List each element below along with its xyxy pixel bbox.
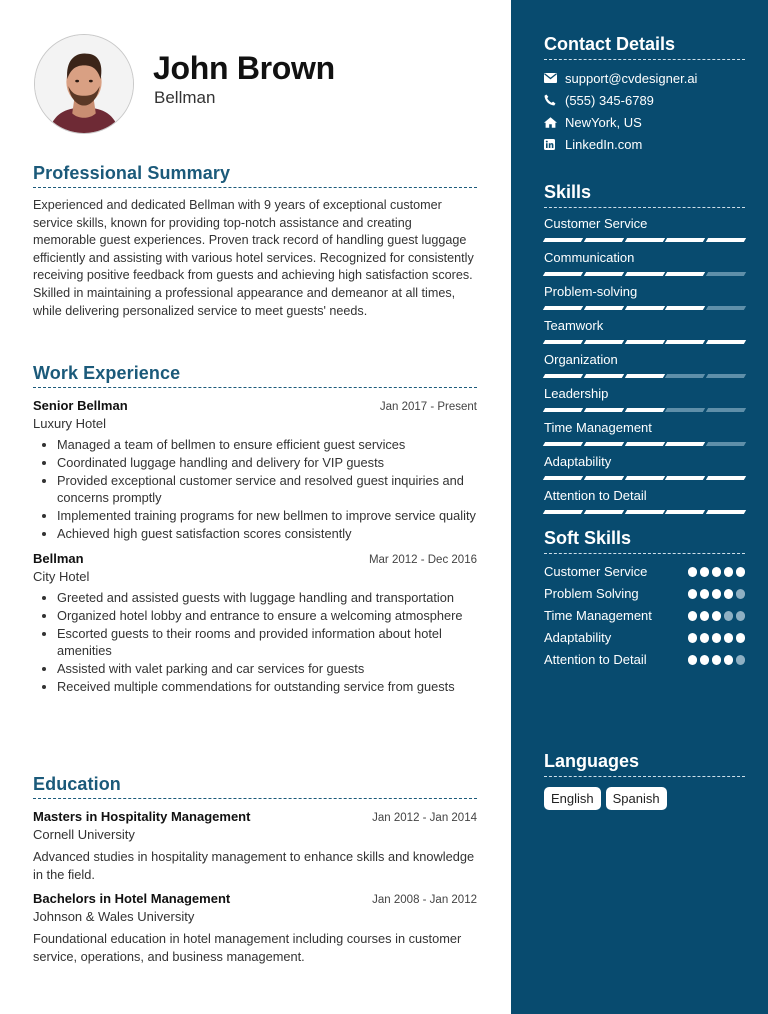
skill-level-segment (706, 442, 746, 446)
degree-title: Masters in Hospitality Management (33, 809, 251, 824)
contact-location-text: NewYork, US (565, 114, 642, 130)
summary-text: Experienced and dedicated Bellman with 9 years of exceptional customer service skills, known for providing top-notch assistance and creating memorable guest experiences. Proven track record of handling guest luggage efficiently and assisting with various hotel services. Recognized for consistently receiving positive feedback from guests and achieving high satisfaction scores. Skilled in maintaining a professional appearance and demeanor at all times, while delivering personalized service to meet guests' needs. (33, 198, 474, 318)
skill-level-bar (544, 408, 745, 412)
soft-skills-section (544, 528, 745, 669)
work-section (33, 363, 477, 696)
job-title: Bellman (33, 551, 84, 567)
school-name: Cornell University (33, 827, 135, 842)
skill-item (544, 318, 745, 344)
skill-item (544, 386, 745, 412)
skill-level-segment (543, 238, 583, 242)
soft-skill-item (544, 585, 745, 603)
profile-photo (34, 34, 134, 134)
skill-level-bar (544, 374, 745, 378)
job-bullet: • Implemented training programs for new bellmen to improve service quality (57, 507, 477, 525)
skill-level-segment (584, 408, 624, 412)
skill-name: Customer Service (544, 216, 648, 231)
skill-level-bar (544, 340, 745, 344)
skill-level-segment (665, 442, 705, 446)
skill-level-bar (544, 476, 745, 480)
skill-level-segment (584, 306, 624, 310)
contact-heading: Contact Details (544, 34, 745, 60)
contact-phone[interactable] (544, 89, 745, 111)
languages-heading: Languages (544, 751, 745, 777)
education-section (33, 774, 477, 965)
linkedin-icon (544, 139, 565, 150)
soft-skill-item (544, 607, 745, 625)
skill-level-bar (544, 306, 745, 310)
languages-section (544, 751, 745, 810)
skill-item (544, 352, 745, 378)
skill-level-segment (624, 272, 664, 276)
skill-level-segment (665, 476, 705, 480)
skill-name: Problem-solving (544, 284, 638, 299)
summary-section (33, 163, 477, 320)
rating-dot (724, 567, 734, 577)
language-list (544, 787, 745, 810)
rating-dot (688, 611, 698, 621)
rating-dot (736, 633, 746, 643)
soft-skill-item (544, 651, 745, 669)
contact-phone-text: (555) 345-6789 (565, 92, 654, 108)
skill-name: Leadership (544, 386, 609, 401)
rating-dot (688, 655, 698, 665)
rating-dot (700, 611, 710, 621)
language-tag: English (544, 787, 601, 810)
school-name: Johnson & Wales University (33, 909, 195, 924)
soft-skill-rating (688, 655, 746, 665)
job-bullet: • Coordinated luggage handling and delivery for VIP guests (57, 454, 477, 472)
skill-level-segment (543, 510, 583, 514)
soft-skill-name: Problem Solving (544, 586, 639, 601)
skill-level-segment (665, 374, 705, 378)
phone-icon (544, 94, 565, 106)
job-employer: City Hotel (33, 569, 90, 585)
skill-level-segment (706, 238, 746, 242)
skill-level-segment (624, 306, 664, 310)
rating-dot (700, 655, 710, 665)
education-entry (33, 809, 477, 883)
skill-level-segment (543, 476, 583, 480)
rating-dot (736, 589, 746, 599)
skill-level-segment (665, 340, 705, 344)
contact-email-text: support@cvdesigner.ai (565, 70, 698, 86)
skill-level-segment (584, 374, 624, 378)
skill-name: Attention to Detail (544, 488, 647, 503)
skill-level-segment (706, 306, 746, 310)
envelope-icon (544, 73, 565, 83)
resume-sidebar (511, 0, 768, 1014)
skill-item (544, 250, 745, 276)
education-entry (33, 891, 477, 965)
skill-name: Communication (544, 250, 635, 265)
contact-linkedin-text: LinkedIn.com (565, 136, 643, 152)
skill-level-segment (665, 272, 705, 276)
job-bullet: • Managed a team of bellmen to ensure efficient guest services (57, 436, 477, 454)
job-bullet: • Greeted and assisted guests with luggage handling and transportation (57, 589, 477, 607)
skill-level-segment (584, 272, 624, 276)
job-bullet: • Achieved high guest satisfaction scores consistently (57, 525, 477, 543)
job-employer: Luxury Hotel (33, 416, 106, 431)
skill-level-segment (665, 510, 705, 514)
soft-skill-name: Customer Service (544, 564, 648, 579)
skill-level-segment (584, 442, 624, 446)
education-heading: Education (33, 774, 477, 799)
skill-level-segment (543, 340, 583, 344)
skill-level-bar (544, 442, 745, 446)
rating-dot (712, 567, 722, 577)
skill-item (544, 454, 745, 480)
soft-skill-name: Time Management (544, 608, 652, 623)
work-heading: Work Experience (33, 363, 477, 388)
skills-list (544, 216, 745, 514)
skill-level-segment (543, 408, 583, 412)
soft-skill-item (544, 563, 745, 581)
skill-level-segment (624, 374, 664, 378)
skill-level-segment (706, 408, 746, 412)
skill-item (544, 488, 745, 514)
rating-dot (712, 655, 722, 665)
skill-level-segment (624, 442, 664, 446)
rating-dot (724, 611, 734, 621)
soft-skills-list (544, 563, 745, 669)
soft-skill-item (544, 629, 745, 647)
rating-dot (736, 655, 746, 665)
skill-level-segment (543, 374, 583, 378)
skill-level-segment (706, 374, 746, 378)
job-bullet: • Assisted with valet parking and car services for guests (57, 660, 477, 678)
language-tag: Spanish (606, 787, 667, 810)
rating-dot (736, 611, 746, 621)
skill-level-segment (624, 476, 664, 480)
soft-skills-heading: Soft Skills (544, 528, 745, 554)
contact-location (544, 111, 745, 133)
job-title: Senior Bellman (33, 398, 128, 413)
education-description: Advanced studies in hospitality management to enhance skills and knowledge in the field. (33, 849, 475, 882)
skill-item (544, 284, 745, 310)
skill-level-segment (706, 340, 746, 344)
skill-item (544, 216, 745, 242)
skill-level-segment (584, 510, 624, 514)
rating-dot (700, 589, 710, 599)
skill-level-bar (544, 238, 745, 242)
skill-level-segment (624, 238, 664, 242)
skill-level-segment (706, 510, 746, 514)
skill-name: Teamwork (544, 318, 604, 333)
skill-level-bar (544, 510, 745, 514)
rating-dot (688, 567, 698, 577)
rating-dot (700, 633, 710, 643)
skill-name: Adaptability (544, 454, 612, 469)
skill-level-segment (665, 238, 705, 242)
rating-dot (724, 633, 734, 643)
skill-name: Time Management (544, 420, 652, 435)
skill-level-segment (624, 408, 664, 412)
education-date: Jan 2008 - Jan 2012 (372, 894, 477, 906)
soft-skill-name: Attention to Detail (544, 652, 647, 667)
soft-skill-rating (688, 567, 746, 577)
rating-dot (724, 655, 734, 665)
skills-heading: Skills (544, 182, 745, 208)
skill-level-segment (624, 340, 664, 344)
soft-skill-rating (688, 611, 746, 621)
rating-dot (688, 633, 698, 643)
contact-section (544, 34, 745, 155)
job-bullet: • Escorted guests to their rooms and provided information about hotel amenities (57, 625, 477, 660)
skill-level-segment (665, 306, 705, 310)
rating-dot (712, 633, 722, 643)
rating-dot (724, 589, 734, 599)
skill-item (544, 420, 745, 446)
education-date: Jan 2012 - Jan 2014 (372, 812, 477, 824)
skill-level-segment (706, 272, 746, 276)
job-bullets (33, 589, 477, 695)
job-bullet: • Provided exceptional customer service and resolved guest inquiries and concerns promptly (57, 472, 477, 507)
skill-level-segment (584, 476, 624, 480)
job-entry (33, 551, 477, 695)
soft-skill-name: Adaptability (544, 630, 612, 645)
candidate-title: Bellman (154, 88, 216, 107)
person-photo-icon (35, 35, 133, 133)
rating-dot (700, 567, 710, 577)
contact-email[interactable] (544, 67, 745, 89)
job-date: Mar 2012 - Dec 2016 (368, 554, 477, 567)
skill-level-segment (706, 476, 746, 480)
degree-title: Bachelors in Hotel Management (33, 891, 231, 906)
soft-skill-rating (688, 633, 746, 643)
skill-level-segment (543, 272, 583, 276)
job-date: Jan 2017 - Present (379, 401, 477, 413)
home-icon (544, 117, 565, 128)
job-bullet: • Received multiple commendations for outstanding service from guests (57, 678, 477, 696)
job-entry (33, 398, 477, 542)
skill-level-segment (543, 442, 583, 446)
summary-heading: Professional Summary (33, 163, 477, 188)
job-bullets (33, 436, 477, 542)
skill-level-segment (665, 408, 705, 412)
candidate-name: John Brown (153, 50, 335, 86)
education-description: Foundational education in hotel management including courses in customer service, operations, and business management. (33, 931, 462, 964)
job-bullet: • Organized hotel lobby and entrance to ensure a welcoming atmosphere (57, 607, 477, 625)
skill-name: Organization (544, 352, 618, 367)
rating-dot (688, 589, 698, 599)
skill-level-segment (543, 306, 583, 310)
skills-section (544, 182, 745, 514)
rating-dot (736, 567, 746, 577)
rating-dot (712, 611, 722, 621)
skill-level-segment (584, 340, 624, 344)
skill-level-bar (544, 272, 745, 276)
soft-skill-rating (688, 589, 746, 599)
skill-level-segment (624, 510, 664, 514)
contact-linkedin[interactable] (544, 133, 745, 155)
skill-level-segment (584, 238, 624, 242)
rating-dot (712, 589, 722, 599)
